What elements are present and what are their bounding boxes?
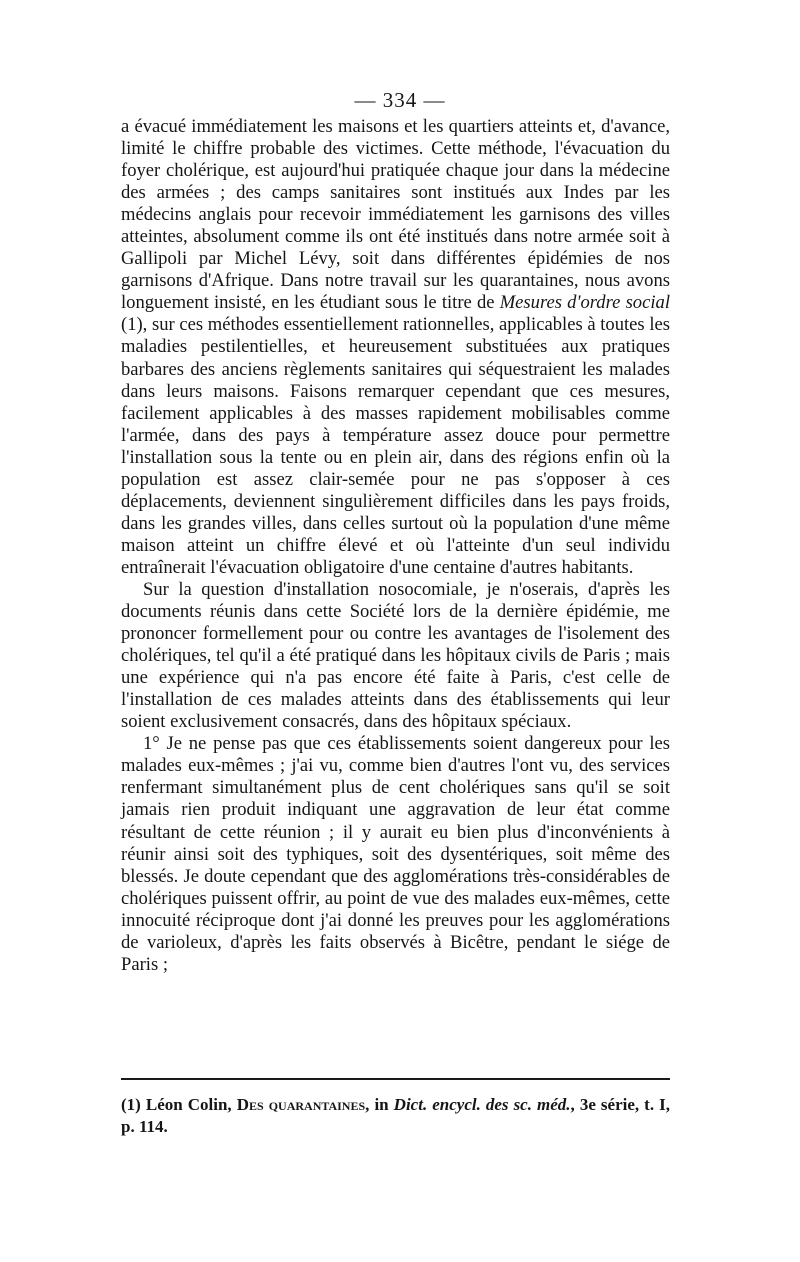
paragraph-text: a évacué immédiatement les maisons et les quartiers atteints et, d'avance, limité le chiffre probable des victimes. Cette méthode, l'évacuation du foyer cholérique, est aujourd'hui pratiquée chaque jour dans la médecine des armées ; des camps sanitaires sont institués aux Indes par les médecins anglais pour recevoir immédiatement les garnisons des villes atteintes, absolument comme ils ont été institués dans notre armée soit à Gallipoli par Michel Lévy, soit dans différentes épidémies de nos garnisons d'Afrique. Dans notre travail sur les quarantaines, nous avons longuement insisté, en les étudiant sous le titre de [121,116,670,314]
footnote-title: Des quarantaines [236,1095,366,1114]
body-text [121,116,670,976]
footnote-source: Dict. encycl. des sc. méd. [393,1095,571,1114]
paragraph-text: (1), sur ces méthodes essentiellement rationnelles, applicables à toutes les maladies pestilentielles, et heureusement substituées aux pratiques barbares des anciens règlements sanitaires qui séquestraient les malades dans leurs maisons. Faisons remarquer cependant que ces mesures, facilement applicables à des masses rapidement mobilisables comme l'armée, dans des pays à température assez douce pour permettre l'installation sous la tente ou en plein air, dans des régions enfin où la population est assez clair-semée pour ne pas s'opposer à ces déplacements, deviennent singulièrement difficiles dans les pays froids, dans les grandes villes, dans celles surtout où la population d'une même maison atteint un chiffre élevé et où l'atteinte d'un seul individu entraînerait l'évacuation obligatoire d'une centaine d'autres habitants. [121,314,670,578]
paragraph-evacuation [121,116,670,579]
footnote-divider [121,1078,670,1080]
italic-title: Mesures d'ordre social [499,292,670,314]
paragraph-point-one: 1° Je ne pense pas que ces établissements soient dangereux pour les malades eux-mêmes ; j'ai vu, comme bien d'autres l'ont vu, des services renfermant simultanément plus de cent cholériques sans qu'il se soit jamais rien produit indiquant une aggravation de leur état comme résultant de cette réunion ; il y aurait eu bien plus d'inconvénients à réunir ainsi soit des typhiques, soit des dysentériques, soit même des blessés. Je doute cependant que des agglomérations très-considérables de cholériques puissent offrir, au point de vue des malades eux-mêmes, cette innocuité réciproque dont j'ai donné les preuves pour les agglomérations de varioleux, d'après les faits observés à Bicêtre, pendant le siége de Paris ; [121,733,670,975]
footnote-rest: , 3e série, t. I, p. 114. [121,1095,670,1136]
paragraph-nosocomial: Sur la question d'installation nosocomiale, je n'oserais, d'après les documents réunis dans cette Société lors de la dernière épidémie, me prononcer formellement pour ou contre les avantages de l'isolement des cholériques, tel qu'il a été pratiqué dans les hôpitaux civils de Paris ; mais une expérience qui n'a pas encore été faite à Paris, c'est celle de l'installation de ces malades atteints dans des établissements qui leur soient exclusivement consacrés, dans des hôpitaux spéciaux. [121,578,670,733]
page-number: — 334 — [354,88,446,112]
footnote [121,1094,670,1138]
footnote-in: , in [365,1095,394,1114]
footnote-author: (1) Léon Colin, [121,1095,237,1114]
